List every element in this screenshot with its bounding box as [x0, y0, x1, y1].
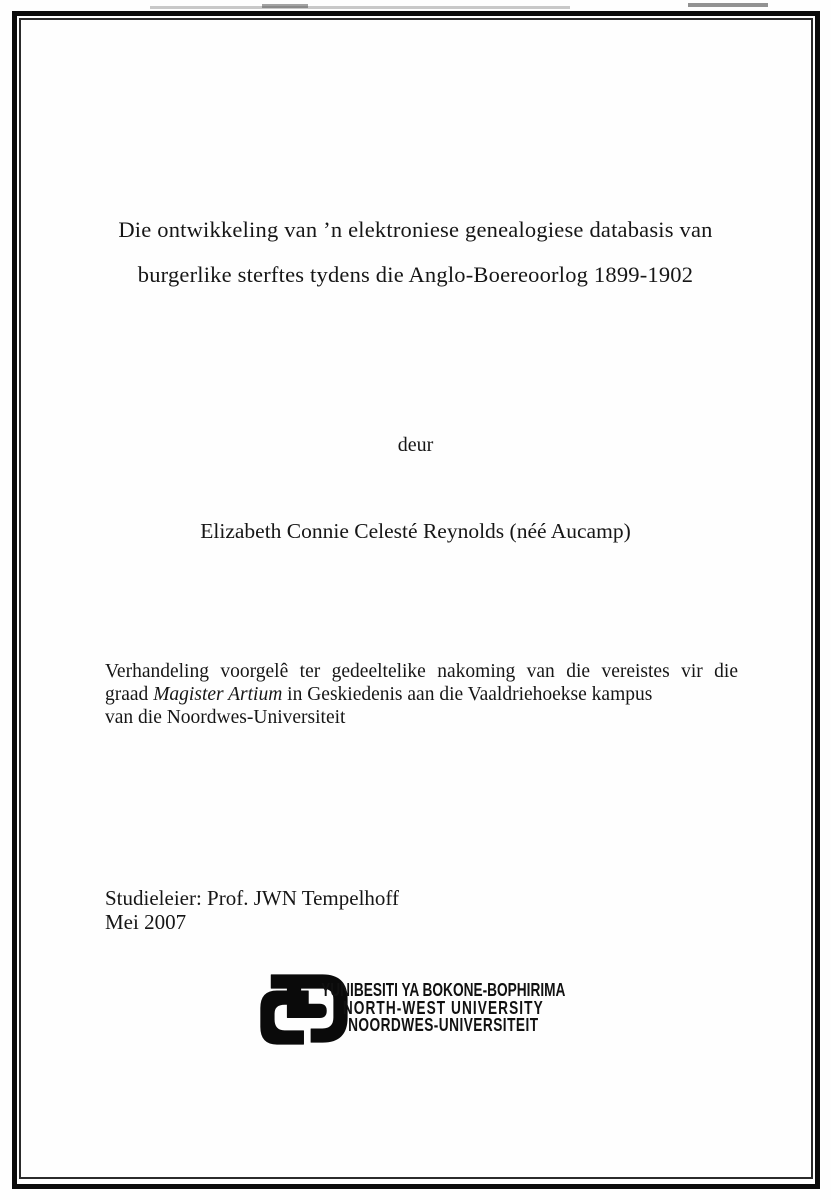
logo-text-afrikaans: NOORDWES-UNIVERSITEIT [348, 1015, 539, 1035]
degree-name-italic: Magister Artium [153, 684, 283, 706]
supervisor-line: Studieleier: Prof. JWN Tempelhoff [105, 886, 400, 910]
date-line: Mei 2007 [105, 910, 187, 934]
scan-artifact [262, 4, 308, 8]
title-line-1: Die ontwikkeling van ’n elektroniese genealogiese databasis van [118, 217, 713, 242]
byline-label: deur [397, 434, 434, 456]
author-name: Elizabeth Connie Celesté Reynolds (néé Aucamp) [200, 519, 631, 543]
university-logo-text [316, 982, 571, 1035]
scan-artifact [150, 6, 570, 9]
thesis-title [60, 207, 771, 297]
title-line-2: burgerlike sterftes tydens die Anglo-Boereoorlog 1899-1902 [137, 262, 694, 287]
statement-line-2 [105, 683, 738, 706]
statement-line-2-post: in Geskiedenis aan die Vaaldriehoekse kampus [282, 684, 653, 706]
logo-text-setswana: YUNIBESITI YA BOKONE-BOPHIRIMA [321, 980, 566, 1000]
degree-statement [105, 660, 738, 730]
logo-text-english: NORTH-WEST UNIVERSITY [342, 997, 544, 1018]
statement-line-3: van die Noordwes-Universiteit [105, 707, 346, 729]
university-logo [256, 971, 586, 1051]
statement-line-2-pre: graad [105, 684, 154, 706]
scan-artifact [688, 3, 768, 7]
statement-line-1: Verhandeling voorgelê ter gedeeltelike nakoming van die vereistes vir die [105, 661, 738, 682]
supervisor-block [105, 886, 399, 934]
